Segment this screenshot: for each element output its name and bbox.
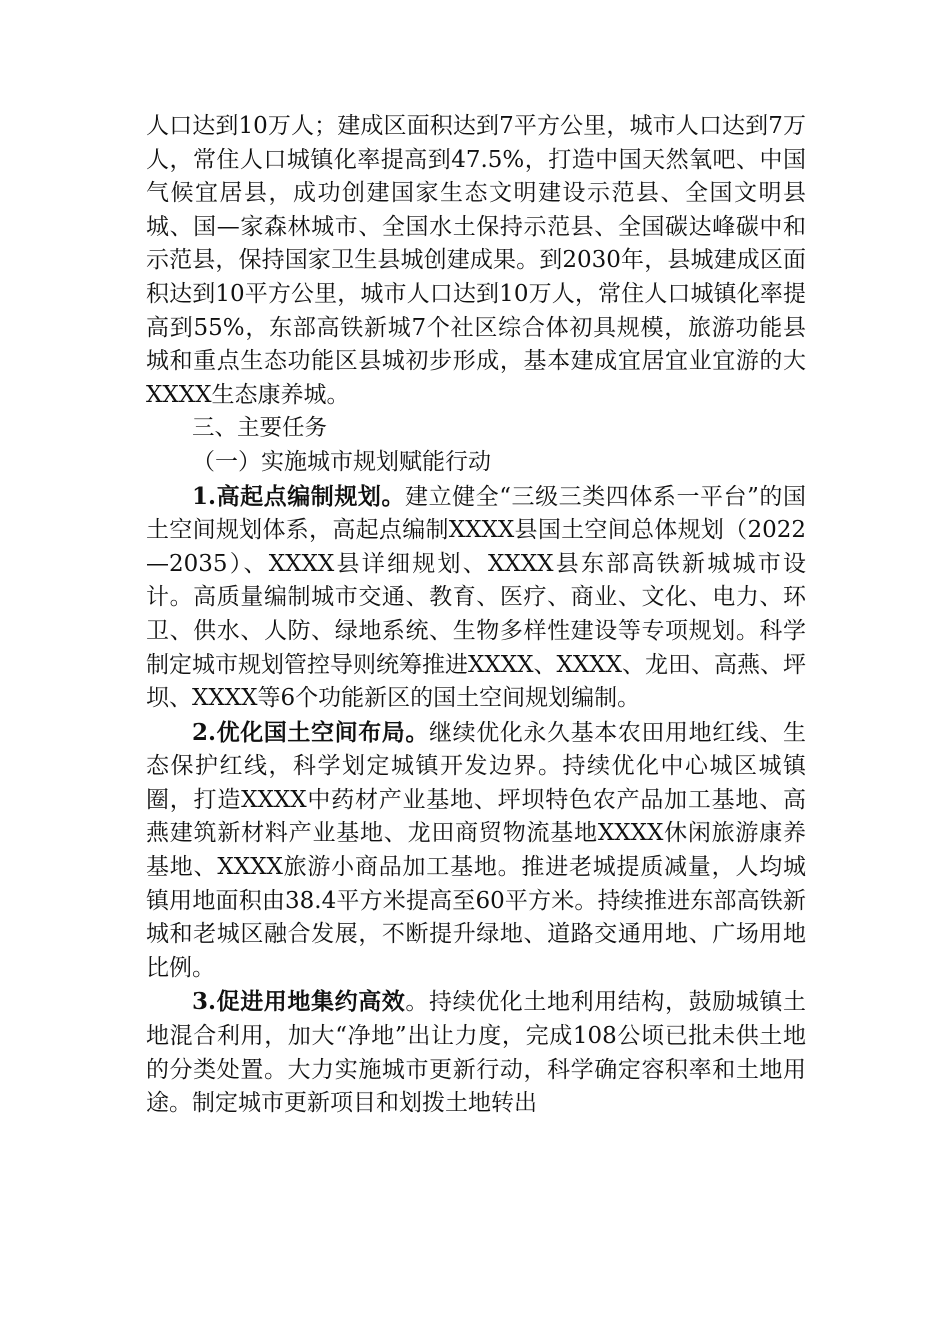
document-page (146, 110, 806, 1121)
section-heading: 三、主要任务 (192, 415, 328, 442)
item-2-title: 2.优化国土空间布局。 (192, 718, 430, 746)
item-3-body: 。持续优化土地利用结构，鼓励城镇土地混合利用，加大“净地”出让力度，完成108公顷已批未供土地的分类处置。大力实施城市更新行动，科学确定容积率和土地用途。制定城市更新项目和划拨土地转出 (146, 989, 806, 1117)
subsection-heading: （一）实施城市规划赋能行动 (192, 448, 491, 475)
item-1-paragraph (146, 480, 806, 716)
item-3-paragraph (146, 985, 806, 1120)
paragraph-targets: 人口达到10万人；建成区面积达到7平方公里，城市人口达到7万人，常住人口城镇化率提高到47.5%，打造中国天然氧吧、中国气候宜居县，成功创建国家生态文明建设示范县、全国文明县城、国—家森林城市、全国水土保持示范县、全国碳达峰碳中和示范县，保持国家卫生县城创建成果。到2030年，县城建成区面积达到10平方公里，城市人口达到10万人，常住人口城镇化率提高到55%，东部高铁新城7个社区综合体初具规模，旅游功能县城和重点生态功能区县城初步形成，基本建成宜居宜业宜游的大XXXX生态康养城。 (146, 113, 806, 408)
item-2-paragraph (146, 716, 806, 986)
item-1-body: 建立健全“三级三类四体系一平台”的国土空间规划体系，高起点编制XXXX县国土空间总体规划（2022—2035）、XXXX县详细规划、XXXX县东部高铁新城城市设计。高质量编制城市交通、教育、医疗、商业、文化、电力、环卫、供水、人防、绿地系统、生物多样性建设等专项规划。科学制定城市规划管控导则统筹推进XXXX、XXXX、龙田、高燕、坪坝、XXXX等6个功能新区的国土空间规划编制。 (146, 483, 806, 712)
item-2-body: 继续优化永久基本农田用地红线、生态保护红线，科学划定城镇开发边界。持续优化中心城区城镇圈，打造XXXX中药材产业基地、坪坝特色农产品加工基地、高燕建筑新材料产业基地、龙田商贸物流基地XXXX休闲旅游康养基地、XXXX旅游小商品加工基地。推进老城提质减量，人均城镇用地面积由38.4平方米提高至60平方米。持续推进东部高铁新城和老城区融合发展，不断提升绿地、道路交通用地、广场用地比例。 (146, 719, 807, 981)
item-1-title: 1.高起点编制规划。 (192, 482, 406, 510)
item-3-title: 3.促进用地集约高效 (192, 988, 406, 1016)
